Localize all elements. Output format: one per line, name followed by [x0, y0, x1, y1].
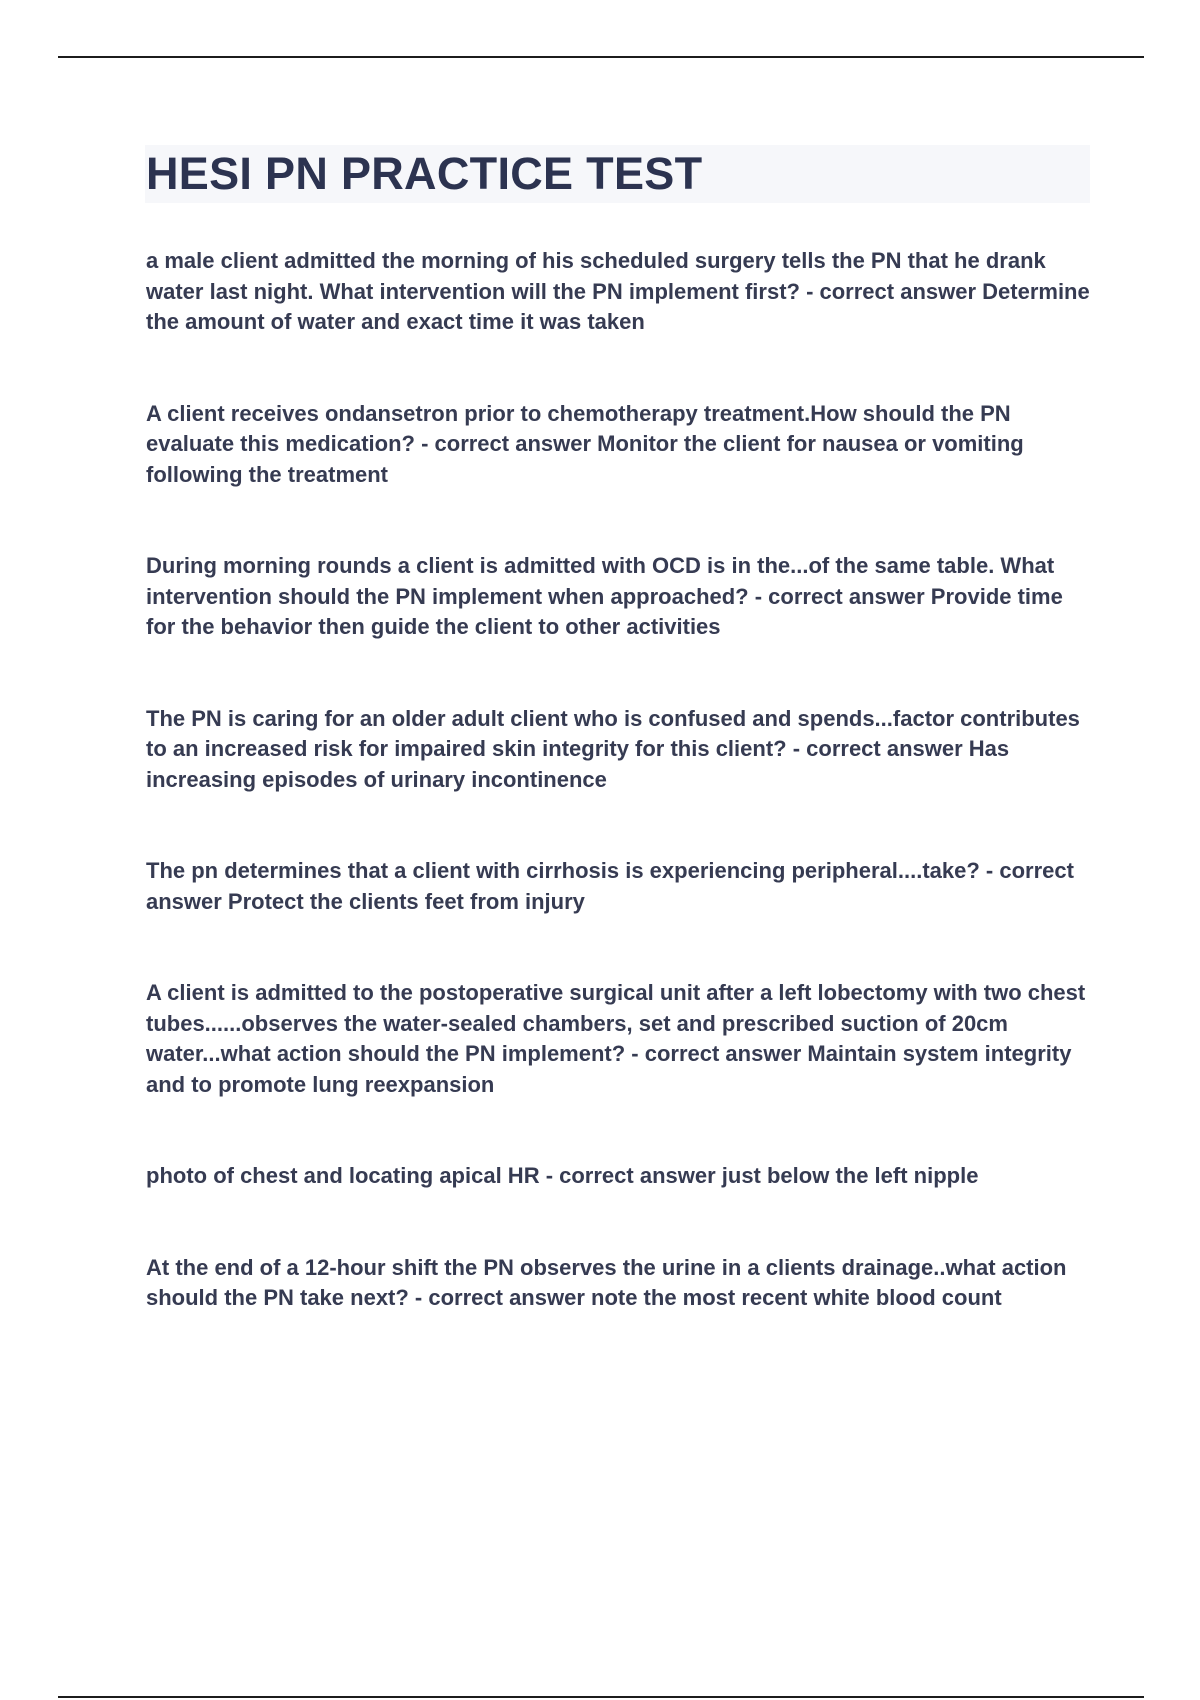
top-rule — [58, 56, 1144, 58]
qa-entry: A client is admitted to the postoperative surgical unit after a left lobectomy with two chest tubes......observes the water-sealed chambers, set and prescribed suction of 20cm water...what action should the PN implement? - correct answer Maintain system integrity and to promote lung reexpansion — [146, 980, 1086, 1097]
qa-entry: At the end of a 12-hour shift the PN observes the urine in a clients drainage..what action should the PN take next? - correct answer note the most recent white blood count — [146, 1254, 1067, 1310]
qa-entry: During morning rounds a client is admitted with OCD is in the...of the same table. What intervention should the PN implement when approached? - correct answer Provide time for the behavior then guide the client to other activities — [146, 553, 1063, 639]
qa-entry: A client receives ondansetron prior to chemotherapy treatment.How should the PN evaluate this medication? - correct answer Monitor the client for nausea or vomiting following the treatment — [146, 400, 1024, 487]
qa-entry: The pn determines that a client with cirrhosis is experiencing peripheral....take? - correct answer Protect the clients feet from injury — [146, 858, 1074, 914]
qa-entry: a male client admitted the morning of his scheduled surgery tells the PN that he drank water last night. What intervention will the PN implement first? - correct answer Determine the amount of water and exact time it was taken — [146, 248, 1090, 334]
qa-entry: photo of chest and locating apical HR - correct answer just below the left nipple — [146, 1163, 979, 1188]
qa-list — [146, 246, 1091, 1314]
bottom-rule — [58, 1696, 1144, 1698]
document-title: HESI PN PRACTICE TEST — [146, 148, 703, 199]
qa-entry: The PN is caring for an older adult client who is confused and spends...factor contributes to an increased risk for impaired skin integrity for this client? - correct answer Has increasing episodes of urinary incontinence — [146, 705, 1080, 792]
